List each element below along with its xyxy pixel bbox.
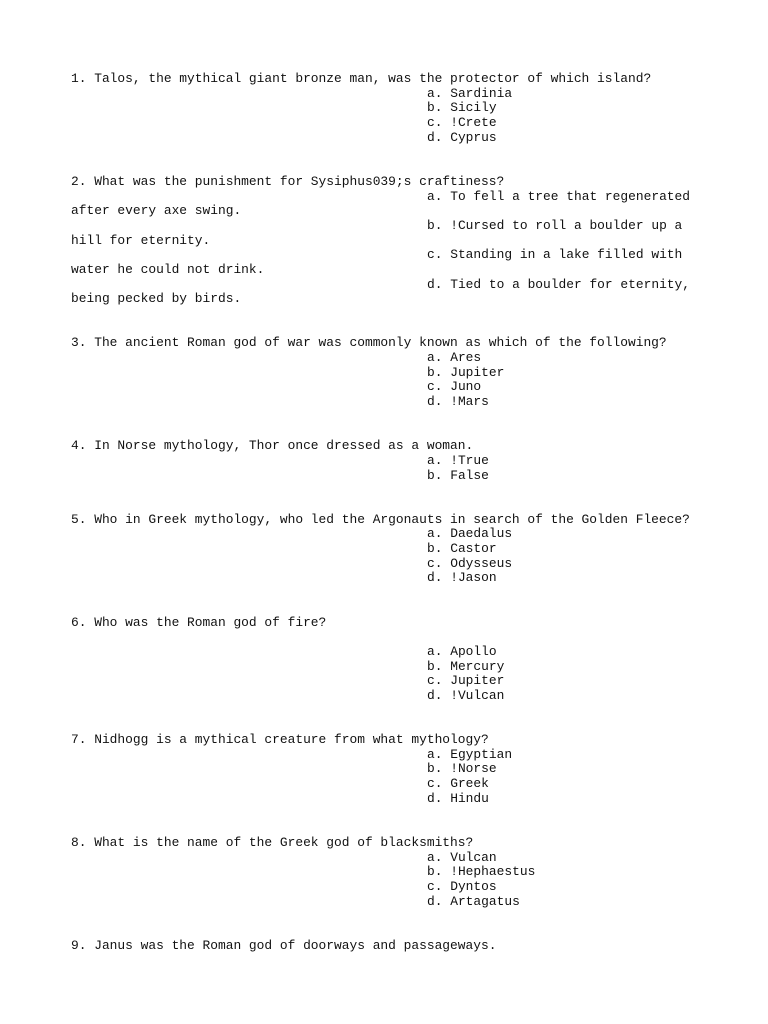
question-text: 3. The ancient Roman god of war was commonly known as which of the following? (71, 335, 667, 351)
question-block (71, 336, 711, 409)
answer-option-continuation: being pecked by birds. (71, 291, 242, 307)
answer-option: b. Jupiter (427, 364, 505, 380)
question-text: 1. Talos, the mythical giant bronze man, was the protector of which island? (71, 71, 652, 86)
question-text: 9. Janus was the Roman god of doorways and passageways. (71, 937, 497, 953)
question-spacer (71, 483, 711, 512)
answer-option: b. !Norse (427, 761, 497, 777)
answer-option: a. Vulcan (427, 849, 497, 865)
answer-option: d. Cyprus (427, 129, 497, 145)
answer-option: b. Sicily (427, 100, 497, 116)
question-spacer (71, 704, 711, 733)
answer-option: c. Greek (427, 776, 489, 792)
question-text: 4. In Norse mythology, Thor once dressed as a woman. (71, 438, 474, 454)
answer-option: d. Artagatus (427, 893, 520, 909)
question-block (71, 175, 711, 307)
question-spacer (71, 307, 711, 336)
answer-option: a. Ares (427, 350, 482, 366)
question-block (71, 72, 711, 145)
answer-option: b. Mercury (427, 658, 505, 674)
question-spacer (71, 145, 711, 174)
question-block (71, 616, 711, 704)
answer-option: c. Dyntos (427, 878, 497, 894)
quiz-document (71, 72, 711, 953)
answer-option: b. !Cursed to roll a boulder up a (427, 217, 683, 233)
answer-option: a. Apollo (427, 643, 497, 659)
question-spacer (71, 806, 711, 835)
answer-option: c. Jupiter (427, 673, 505, 689)
question-text: 7. Nidhogg is a mythical creature from what mythology? (71, 732, 489, 748)
answer-option: a. To fell a tree that regenerated (427, 188, 691, 204)
question-text: 5. Who in Greek mythology, who led the Argonauts in search of the Golden Fleece? (71, 511, 690, 527)
answer-option: c. Odysseus (427, 555, 513, 571)
question-block (71, 513, 711, 586)
answer-option: d. !Jason (427, 570, 497, 586)
answer-option: a. Daedalus (427, 526, 513, 542)
blank-line (71, 630, 711, 645)
question-block (71, 733, 711, 806)
question-block (71, 439, 711, 483)
question-text: 8. What is the name of the Greek god of blacksmiths? (71, 834, 474, 850)
answer-option: c. Standing in a lake filled with (427, 247, 683, 263)
answer-option: b. False (427, 467, 489, 483)
answer-option: c. Juno (427, 379, 482, 395)
answer-option: a. Sardinia (427, 85, 513, 101)
question-spacer (71, 586, 711, 615)
answer-option: d. Tied to a boulder for eternity, (427, 276, 691, 292)
question-spacer (71, 909, 711, 938)
answer-option: a. !True (427, 452, 489, 468)
answer-option: d. !Vulcan (427, 687, 505, 703)
question-text: 6. Who was the Roman god of fire? (71, 614, 327, 630)
answer-option-continuation: after every axe swing. (71, 203, 242, 219)
answer-option: b. !Hephaestus (427, 864, 536, 880)
answer-option: d. !Mars (427, 394, 489, 410)
answer-option: d. Hindu (427, 790, 489, 806)
question-block (71, 836, 711, 909)
question-spacer (71, 410, 711, 439)
answer-option: c. !Crete (427, 115, 497, 131)
answer-option-continuation: water he could not drink. (71, 261, 265, 277)
answer-option: a. Egyptian (427, 746, 513, 762)
question-block (71, 939, 711, 954)
question-text: 2. What was the punishment for Sysiphus039;s craftiness? (71, 173, 505, 189)
answer-option: b. Castor (427, 541, 497, 557)
answer-option-continuation: hill for eternity. (71, 232, 211, 248)
